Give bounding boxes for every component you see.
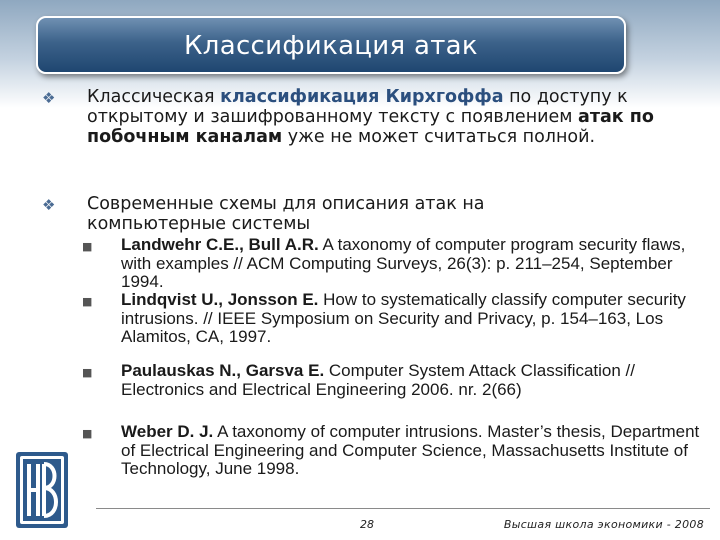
square-bullet-icon: ■ <box>82 427 93 440</box>
diamond-cluster-icon: ❖ <box>42 196 56 214</box>
square-bullet-icon: ■ <box>82 240 93 253</box>
reference-item <box>121 236 701 292</box>
reference-authors: Landwehr C.E., Bull A.R. <box>121 235 319 254</box>
hse-logo-icon <box>14 450 70 530</box>
bullet-1-highlight: классификация Кирхгоффа <box>220 87 504 107</box>
reference-details: A taxonomy of computer program security flaws, with examples // ACM Computing Surveys, 26(3): p. 211–254, September 1994. <box>121 235 686 292</box>
bullet-1-part5: уже не может считаться полной. <box>282 127 596 147</box>
bullet-1-part1: Классическая <box>87 87 221 107</box>
title-box <box>36 16 626 74</box>
reference-details: Computer System Attack Classification // Electronics and Electrical Engineering 2006. nr. 2(66) <box>121 361 636 399</box>
diamond-cluster-icon: ❖ <box>42 89 56 107</box>
reference-item <box>121 423 701 479</box>
reference-authors: Paulauskas N., Garsva E. <box>121 361 325 380</box>
bullet-1-part3: по доступу к открытому и зашифрованному тексту с появлением <box>87 87 628 127</box>
slide-title: Классификация атак <box>184 31 478 61</box>
footer-divider <box>96 508 710 509</box>
reference-item <box>121 362 701 399</box>
bullet-1-bold: атак по побочным каналам <box>87 107 654 147</box>
square-bullet-icon: ■ <box>82 295 93 308</box>
reference-details: How to systematically classify computer security intrusions. // IEEE Symposium on Security and Privacy, p. 154–163, Los Alamitos, CA, 1997. <box>121 290 686 347</box>
reference-authors: Lindqvist U., Jonsson E. <box>121 290 319 309</box>
reference-details: A taxonomy of computer intrusions. Master’s thesis, Department of Electrical Engineering and Computer Science, Massachusetts Institute of Technology, June 1998. <box>121 422 700 479</box>
bullet-1-text <box>87 87 697 147</box>
reference-authors: Weber D. J. <box>121 422 214 441</box>
bullet-2-text: Современные схемы для описания атак на компьютерные системы <box>87 194 485 234</box>
reference-item <box>121 291 701 347</box>
footer-organization: Высшая школа экономики - 2008 <box>503 518 704 531</box>
page-number: 28 <box>360 518 374 531</box>
square-bullet-icon: ■ <box>82 366 93 379</box>
